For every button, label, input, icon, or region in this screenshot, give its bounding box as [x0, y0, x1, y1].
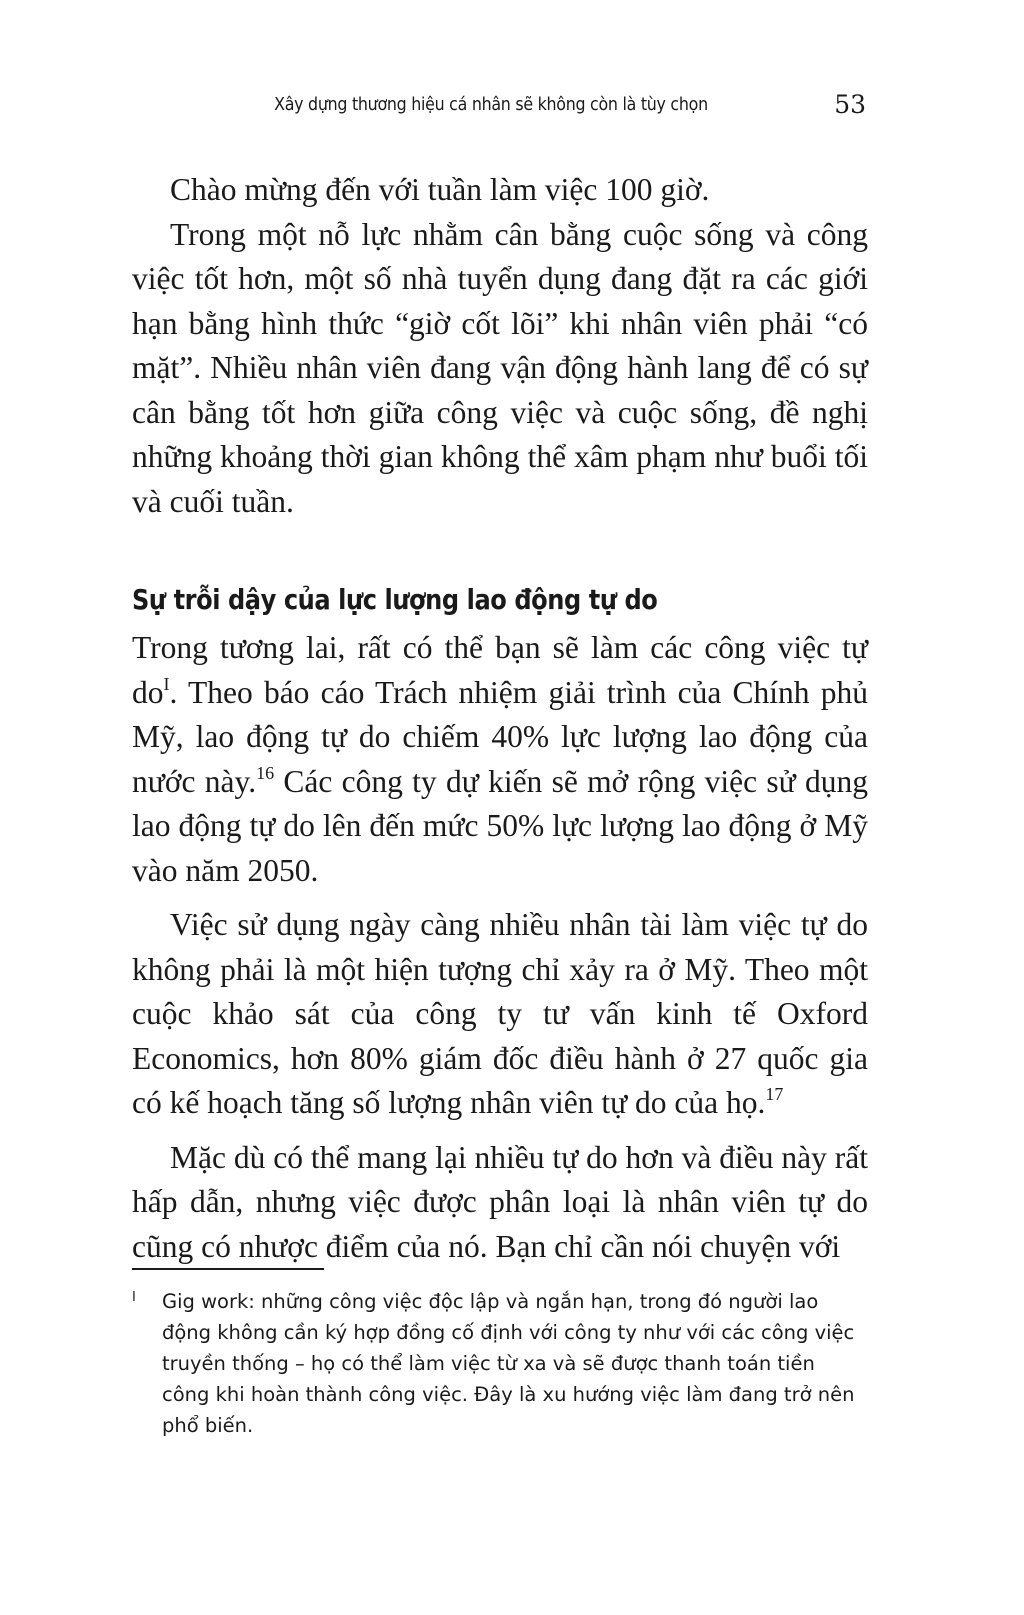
body-text: [132, 168, 868, 1269]
running-header: [132, 92, 868, 122]
paragraph-text: Trong tương lai, rất có thể bạn sẽ làm các công việc tự do: [132, 630, 868, 710]
footnote-marker: I: [132, 1290, 136, 1305]
footnote-divider: [132, 1268, 324, 1270]
section-heading: Sự trỗi dậy của lực lượng lao động tự do: [132, 583, 658, 616]
paragraph-text: Các công ty dự kiến sẽ mở rộng việc sử dụng lao động tự do lên đến mức 50% lực lượng lao động ở Mỹ vào năm 2050.: [132, 763, 868, 888]
paragraph-intro: Chào mừng đến với tuần làm việc 100 giờ.: [170, 172, 710, 207]
page-number: 53: [834, 90, 866, 119]
citation-number: 17: [765, 1084, 784, 1104]
paragraph-text: Việc sử dụng ngày càng nhiều nhân tài làm việc tự do không phải là một hiện tượng chỉ xảy ra ở Mỹ. Theo một cuộc khảo sát của công ty tư vấn kinh tế Oxford Economics, hơn 80% giám đốc điều hành ở 27 quốc gia có kế hoạch tăng số lượng nhân viên tự do của họ.: [132, 907, 868, 1120]
paragraph-work-life-balance: Trong một nỗ lực nhằm cân bằng cuộc sống và công việc tốt hơn, một số nhà tuyển dụng đang đặt ra các giới hạn bằng hình thức “giờ cốt lõi” khi nhân viên phải “có mặt”. Nhiều nhân viên đang vận động hành lang để có sự cân bằng tốt hơn giữa công việc và cuộc sống, đề nghị những khoảng thời gian không thể xâm phạm như buổi tối và cuối tuần.: [132, 216, 868, 519]
paragraph-freelance-future: [132, 626, 868, 893]
footnote: [132, 1286, 868, 1441]
running-header-title: Xây dựng thương hiệu cá nhân sẽ không còn là tùy chọn: [274, 94, 708, 115]
footnote-text: Gig work: những công việc độc lập và ngắn hạn, trong đó người lao động không cần ký hợp đồng cố định với công ty như với các công việc truyền thống – họ có thể làm việc từ xa và sẽ được thanh toán tiền công khi hoàn thành công việc. Đây là xu hướng việc làm đang trở nên phổ biến.: [162, 1290, 855, 1437]
paragraph-text: . Theo báo cáo Trách nhiệm giải trình của Chính phủ Mỹ, lao động tự do chiếm 40% lực lượng lao động của nước này.: [132, 674, 868, 799]
footnote-reference: I: [163, 673, 170, 694]
paragraph-drawbacks: Mặc dù có thể mang lại nhiều tự do hơn và điều này rất hấp dẫn, nhưng việc được phân loại là nhân viên tự do cũng có nhược điểm của nó. Bạn chỉ cần nói chuyện với: [132, 1139, 868, 1264]
citation-number: 16: [256, 762, 275, 783]
paragraph-global-trend: [132, 903, 868, 1126]
